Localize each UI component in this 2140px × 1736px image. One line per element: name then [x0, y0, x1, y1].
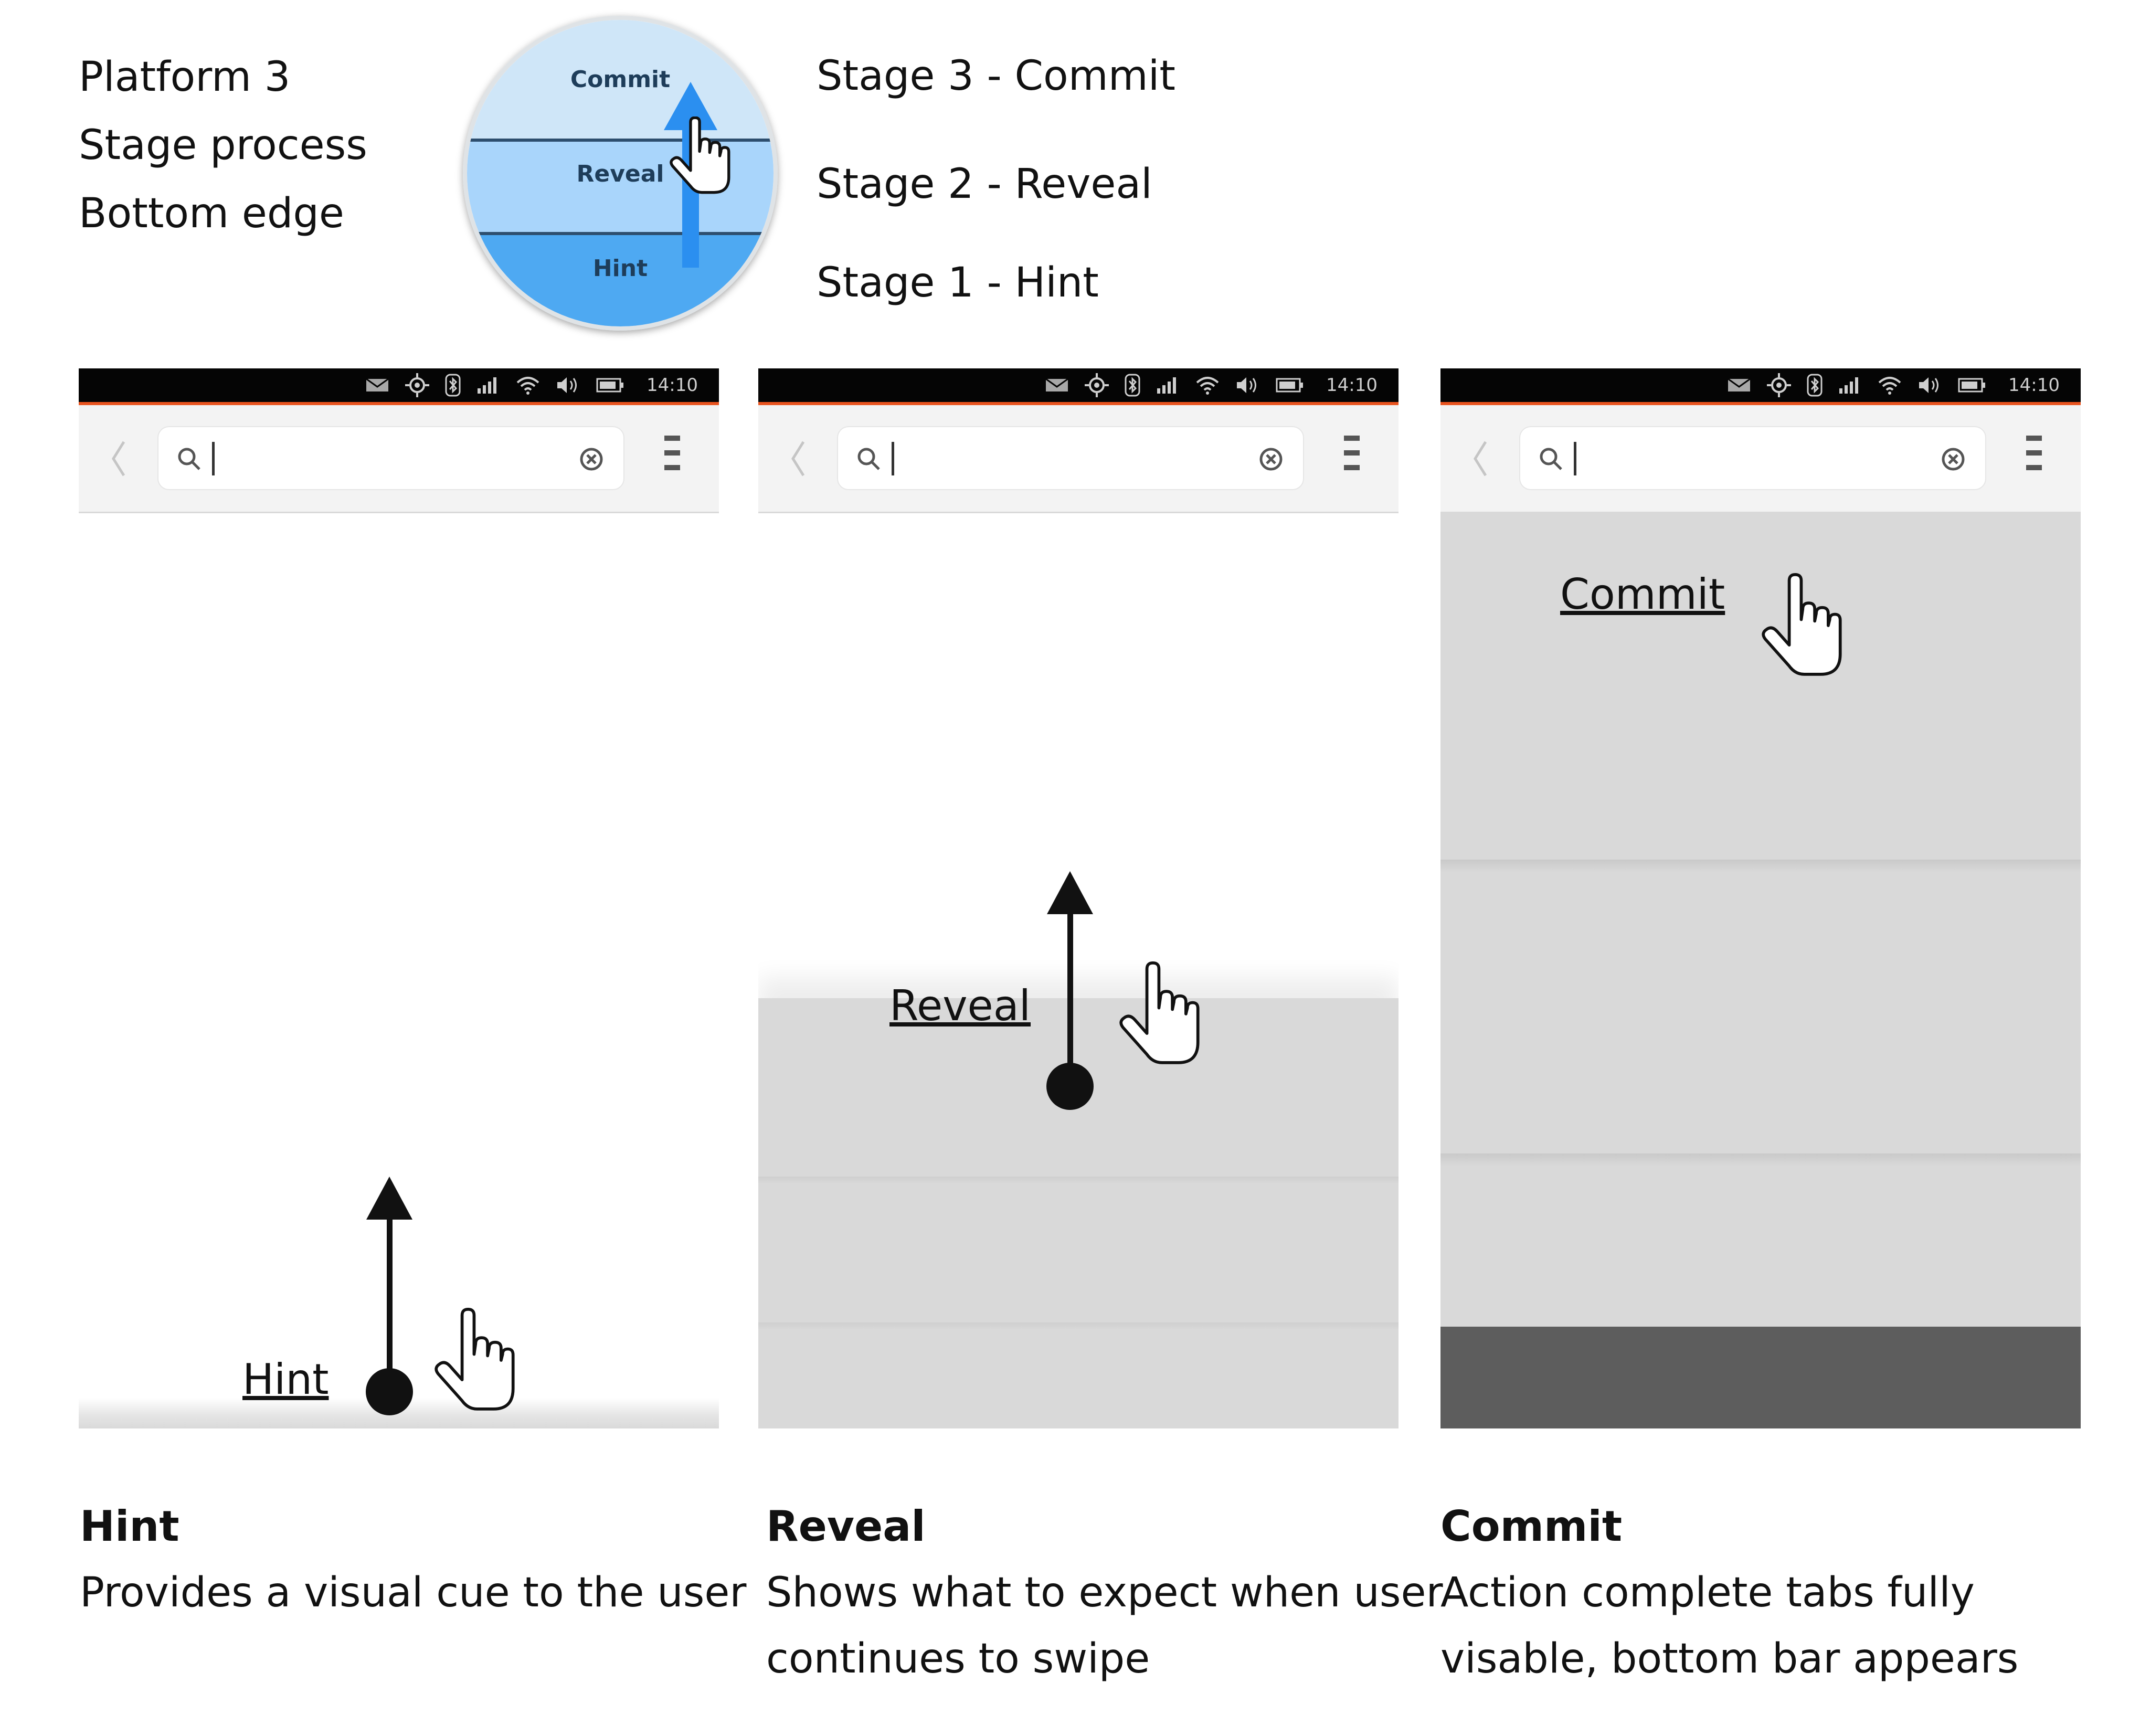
signal-icon [1156, 377, 1179, 394]
back-chevron-icon[interactable] [788, 438, 809, 480]
tab-card-2[interactable] [1440, 860, 2081, 1153]
signal-icon [1838, 377, 1861, 394]
text-cursor [1574, 442, 1576, 475]
text-cursor [892, 442, 894, 475]
bluetooth-icon [1125, 374, 1140, 397]
reveal-caption-line: Shows what to expect when user [766, 1569, 1443, 1616]
tab-card-1[interactable] [1440, 513, 2081, 860]
status-time: 14:10 [647, 375, 698, 396]
status-time: 14:10 [1326, 375, 1378, 396]
diagram-title-platform: Platform 3 [79, 54, 291, 101]
phone-commit [1440, 368, 2081, 1428]
menu-icon[interactable] [1344, 436, 1360, 470]
swipe-up-arrow-icon [1043, 871, 1100, 1113]
reveal-caption-title: Reveal [766, 1502, 926, 1551]
clear-icon[interactable] [1941, 447, 1965, 471]
status-bar [1440, 368, 2081, 405]
search-input[interactable] [837, 426, 1304, 490]
bluetooth-icon [1807, 374, 1823, 397]
hint-caption-line: Provides a visual cue to the user [80, 1569, 747, 1616]
diagram-title-stage-process: Stage process [79, 122, 367, 169]
menu-icon[interactable] [2026, 436, 2042, 470]
back-chevron-icon[interactable] [108, 438, 129, 480]
commit-gesture-label: Commit [1560, 570, 1725, 619]
clear-icon[interactable] [579, 447, 603, 471]
search-input[interactable] [1519, 426, 1986, 490]
status-time: 14:10 [2008, 375, 2060, 396]
hand-pointer-icon [426, 1308, 521, 1413]
back-chevron-icon[interactable] [1470, 438, 1491, 480]
hint-gesture-label: Hint [242, 1355, 329, 1404]
commit-caption-line: Action complete tabs fully [1440, 1569, 1975, 1616]
location-icon [1767, 373, 1791, 397]
location-icon [1085, 373, 1109, 397]
search-icon [1538, 446, 1564, 472]
commit-caption-title: Commit [1440, 1502, 1623, 1551]
revealed-tab-3 [758, 1322, 1399, 1428]
wifi-icon [1195, 375, 1220, 395]
phone-hint [79, 368, 719, 1428]
wifi-icon [515, 375, 541, 395]
signal-icon [476, 377, 500, 394]
mail-icon [1045, 377, 1069, 393]
hint-caption-title: Hint [80, 1502, 179, 1551]
browser-toolbar [758, 405, 1399, 513]
browser-toolbar [1440, 405, 2081, 513]
tab-card-3[interactable] [1440, 1153, 2081, 1327]
mail-icon [365, 377, 389, 393]
battery-icon [596, 378, 624, 393]
search-input[interactable] [157, 426, 624, 490]
clear-icon[interactable] [1259, 447, 1283, 471]
hand-pointer-icon [1753, 573, 1848, 678]
magnifier-hand-pointer-icon [668, 117, 730, 195]
battery-icon [1276, 378, 1304, 393]
volume-icon [1236, 376, 1260, 394]
magnifier-commit-label: Commit [570, 66, 671, 93]
bluetooth-icon [445, 374, 461, 397]
reveal-gesture-label: Reveal [889, 981, 1031, 1030]
battery-icon [1958, 378, 1986, 393]
browser-toolbar [79, 405, 719, 513]
magnifier-arrow-up-icon [467, 20, 778, 331]
magnifier-reveal-label: Reveal [576, 161, 664, 187]
magnifier-hint-label: Hint [592, 255, 648, 282]
volume-icon [1918, 376, 1942, 394]
hand-pointer-icon [1111, 961, 1205, 1066]
swipe-up-arrow-icon [362, 1177, 420, 1418]
stage-1-hint-label: Stage 1 - Hint [817, 259, 1099, 306]
status-bar [79, 368, 719, 405]
reveal-caption-line: continues to swipe [766, 1635, 1150, 1682]
volume-icon [556, 376, 580, 394]
wifi-icon [1877, 375, 1902, 395]
status-bar [758, 368, 1399, 405]
stage-magnifier [463, 16, 778, 331]
diagram-title-bottom-edge: Bottom edge [79, 190, 344, 237]
stage-3-commit-label: Stage 3 - Commit [817, 52, 1175, 100]
search-icon [856, 446, 882, 472]
bottom-bar[interactable] [1440, 1327, 2081, 1428]
location-icon [405, 373, 429, 397]
commit-caption-line: visable, bottom bar appears [1440, 1635, 2019, 1682]
phone-reveal [758, 368, 1399, 1428]
stage-2-reveal-label: Stage 2 - Reveal [817, 161, 1152, 208]
text-cursor [212, 442, 215, 475]
mail-icon [1727, 377, 1751, 393]
search-icon [176, 446, 203, 472]
menu-icon[interactable] [664, 436, 680, 470]
